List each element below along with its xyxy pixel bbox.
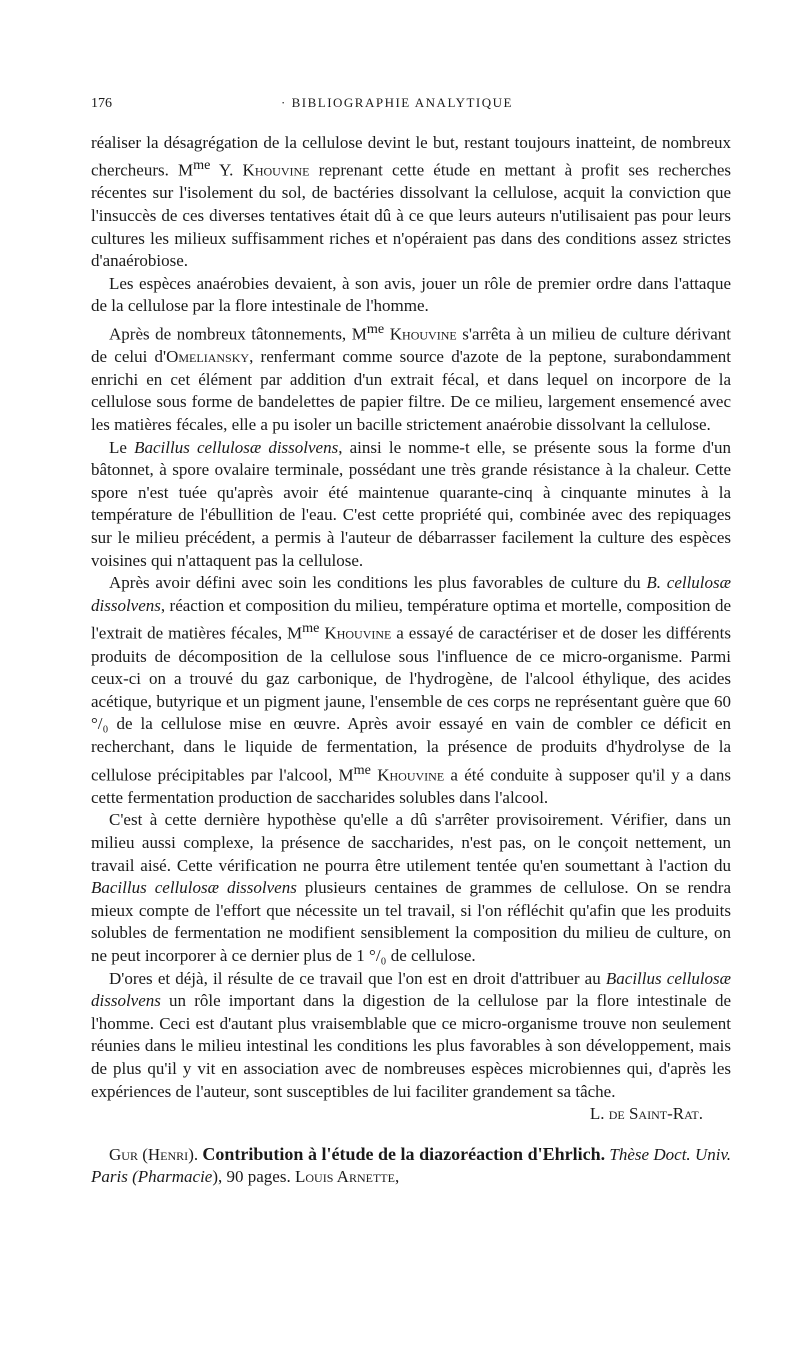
author-name: Khouvine bbox=[377, 765, 445, 785]
reviewer-signature bbox=[91, 1103, 731, 1126]
text-run: réaliser la désagrégation de la cellulose devint le but, restant toujours inatteint, de nombreux chercheurs. M bbox=[91, 132, 731, 180]
text-run: reprenant cette étude en mettant à profit ses recherches récentes sur l'isolement du sol, de bactéries dissolvant la cellulose, acquit la conviction que l'insuccès de ces diverses tentatives était dû à ce que leurs auteurs n'utilisaient pas pour leurs cultures les milieux suffisamment riches et n'opéraient pas dans des conditions assez strictes d'anaérobiose. bbox=[91, 160, 731, 271]
running-title: · BIBLIOGRAPHIE ANALYTIQUE bbox=[281, 95, 513, 110]
author-name: Omeliansky bbox=[166, 347, 250, 367]
species-name: B. cellulosæ dissolvens bbox=[91, 573, 731, 615]
entry-title: Contribution à l'étude de la diazoréaction d'Ehrlich. bbox=[202, 1143, 606, 1164]
text-run: Après avoir défini avec soin les conditions les plus favorables de culture du bbox=[109, 573, 647, 593]
running-header bbox=[91, 92, 731, 116]
paragraph bbox=[91, 132, 731, 273]
page bbox=[91, 92, 731, 1189]
species-name: Bacillus cellulosæ dissolvens bbox=[91, 968, 732, 1011]
paragraph bbox=[91, 809, 731, 967]
text-run: a essayé de caractériser et de doser les différents produits de décomposition de la cellulose sous l'influence de ce micro-organisme. Parmi ceux-ci on a trouvé du gaz carbonique, de l'hydrogène, de l'alcool éthylique, des acides acétique, butyrique et un pigment jaune, l'ensemble de ces corps ne représentant guère que 60 °/₀ de la cellulose mise en œuvre. Après avoir essayé en vain de combler ce déficit en recherchant, dans le liquide de fermentation, la présence de produits d'hydrolyse de la cellulose précipitables par l'alcool, M bbox=[91, 624, 731, 785]
reviewer-name: L. de Saint-Rat. bbox=[589, 1104, 703, 1124]
species-name: Bacillus cellulosæ dissolvens bbox=[134, 437, 339, 457]
superscript: me bbox=[302, 620, 320, 637]
text-run: s'arrêta à un milieu de culture dérivant de celui d' bbox=[91, 324, 731, 367]
entry-source: Thèse Doct. Univ. Paris (Pharmacie bbox=[91, 1144, 731, 1187]
text-run: Le bbox=[109, 437, 135, 457]
text-run: plusieurs centaines de grammes de cellulose. On se rendra mieux compte de l'effort que nécessite un tel travail, si l'on réfléchit qu'afin que les produits solubles de fermentation ne modifient sensiblement la composition du milieu de culture, on ne peut incorporer à ce dernier plus de 1 °/₀ de cellulose. bbox=[91, 878, 731, 965]
paragraph bbox=[91, 318, 731, 437]
text-run: , renfermant comme source d'azote de la peptone, surabondamment enrichi en cet élément par addition d'un extrait fécal, et dans lequel on incorpore de la cellulose sous forme de bandelettes de papier filtre. De ce milieu, largement ensemencé avec les matières fécales, elle a pu isoler un bacille strictement anaérobie dissolvant la cellulose. bbox=[91, 347, 731, 435]
superscript: me bbox=[366, 321, 385, 337]
text-run: a été conduite à supposer qu'il y a dans cette fermentation production de saccharides solubles dans l'alcool. bbox=[91, 765, 731, 807]
species-name: Bacillus cellulosæ dissolvens bbox=[91, 878, 297, 898]
author-name: Khouvine bbox=[324, 624, 392, 644]
superscript: me bbox=[193, 157, 211, 174]
paragraph bbox=[91, 572, 731, 809]
entry-pages: , 90 pages. bbox=[218, 1167, 291, 1187]
author-name: Khouvine bbox=[389, 324, 457, 344]
text-run: Y. bbox=[210, 160, 243, 180]
entry-publisher: Louis Arnette, bbox=[294, 1167, 400, 1187]
paragraph: Les espèces anaérobies devaient, à son avis, jouer un rôle de premier ordre dans l'attaque de la cellulose par la flore intestinale de l'homme. bbox=[91, 273, 731, 316]
superscript: me bbox=[353, 761, 371, 778]
bibliography-entry: Gur (Henri). Contribution à l'étude de la diazoréaction d'Ehrlich. Thèse Doct. Univ. Paris (Pharmacie), 90 pages. Louis Arnette, bbox=[91, 1143, 731, 1187]
text-run: C'est à cette dernière hypothèse qu'elle a dû s'arrêter provisoirement. Vérifier, dans un milieu aussi complexe, la présence de saccharides, n'est pas, on le conçoit nettement, un travail aisé. Cette vérification ne pourra être utilement tentée qu'en soumettant à l'action du bbox=[91, 810, 731, 875]
entry-author-surname: Gur bbox=[109, 1144, 138, 1164]
page-number: 176 bbox=[91, 96, 112, 111]
author-name: Khouvine bbox=[242, 160, 310, 180]
paragraph bbox=[91, 437, 731, 573]
text-run: Après de nombreux tâtonnements, M bbox=[109, 324, 367, 344]
text-run: , réaction et composition du milieu, température optima et mortelle, composition de l'extrait de matières fécales, M bbox=[91, 595, 731, 644]
text-run: D'ores et déjà, il résulte de ce travail que l'on est en droit d'attribuer au bbox=[109, 968, 606, 988]
entry-author-first: Henri bbox=[147, 1144, 189, 1164]
review-text bbox=[91, 132, 731, 1126]
text-run: , ainsi le nomme-t elle, se présente sous la forme d'un bâtonnet, à spore ovalaire terminale, possédant une très grande résistance à la chaleur. Cette spore n'est tuée qu'après avoir été maintenue quarante-cinq à cinquante minutes à la température de l'ébullition de l'eau. C'est cette propriété qui, combinée avec des repiquages sur le milieu précédent, a permis à l'auteur de débarrasser facilement la culture des espèces voisines qui n'attaquent pas la cellulose. bbox=[91, 437, 731, 570]
paragraph bbox=[91, 968, 731, 1104]
text-run: un rôle important dans la digestion de la cellulose par la flore intestinale de l'homme. Ceci est d'autant plus vraisemblable que ce micro-organisme trouve non seulement réunies dans le milieu intestinal les conditions les plus favorables à son développement, mais de plus qu'il y vit en association avec de nombreuses espèces microbiennes qui, d'après les expériences de l'auteur, sont susceptibles de lui faciliter grandement sa tâche. bbox=[91, 991, 731, 1101]
